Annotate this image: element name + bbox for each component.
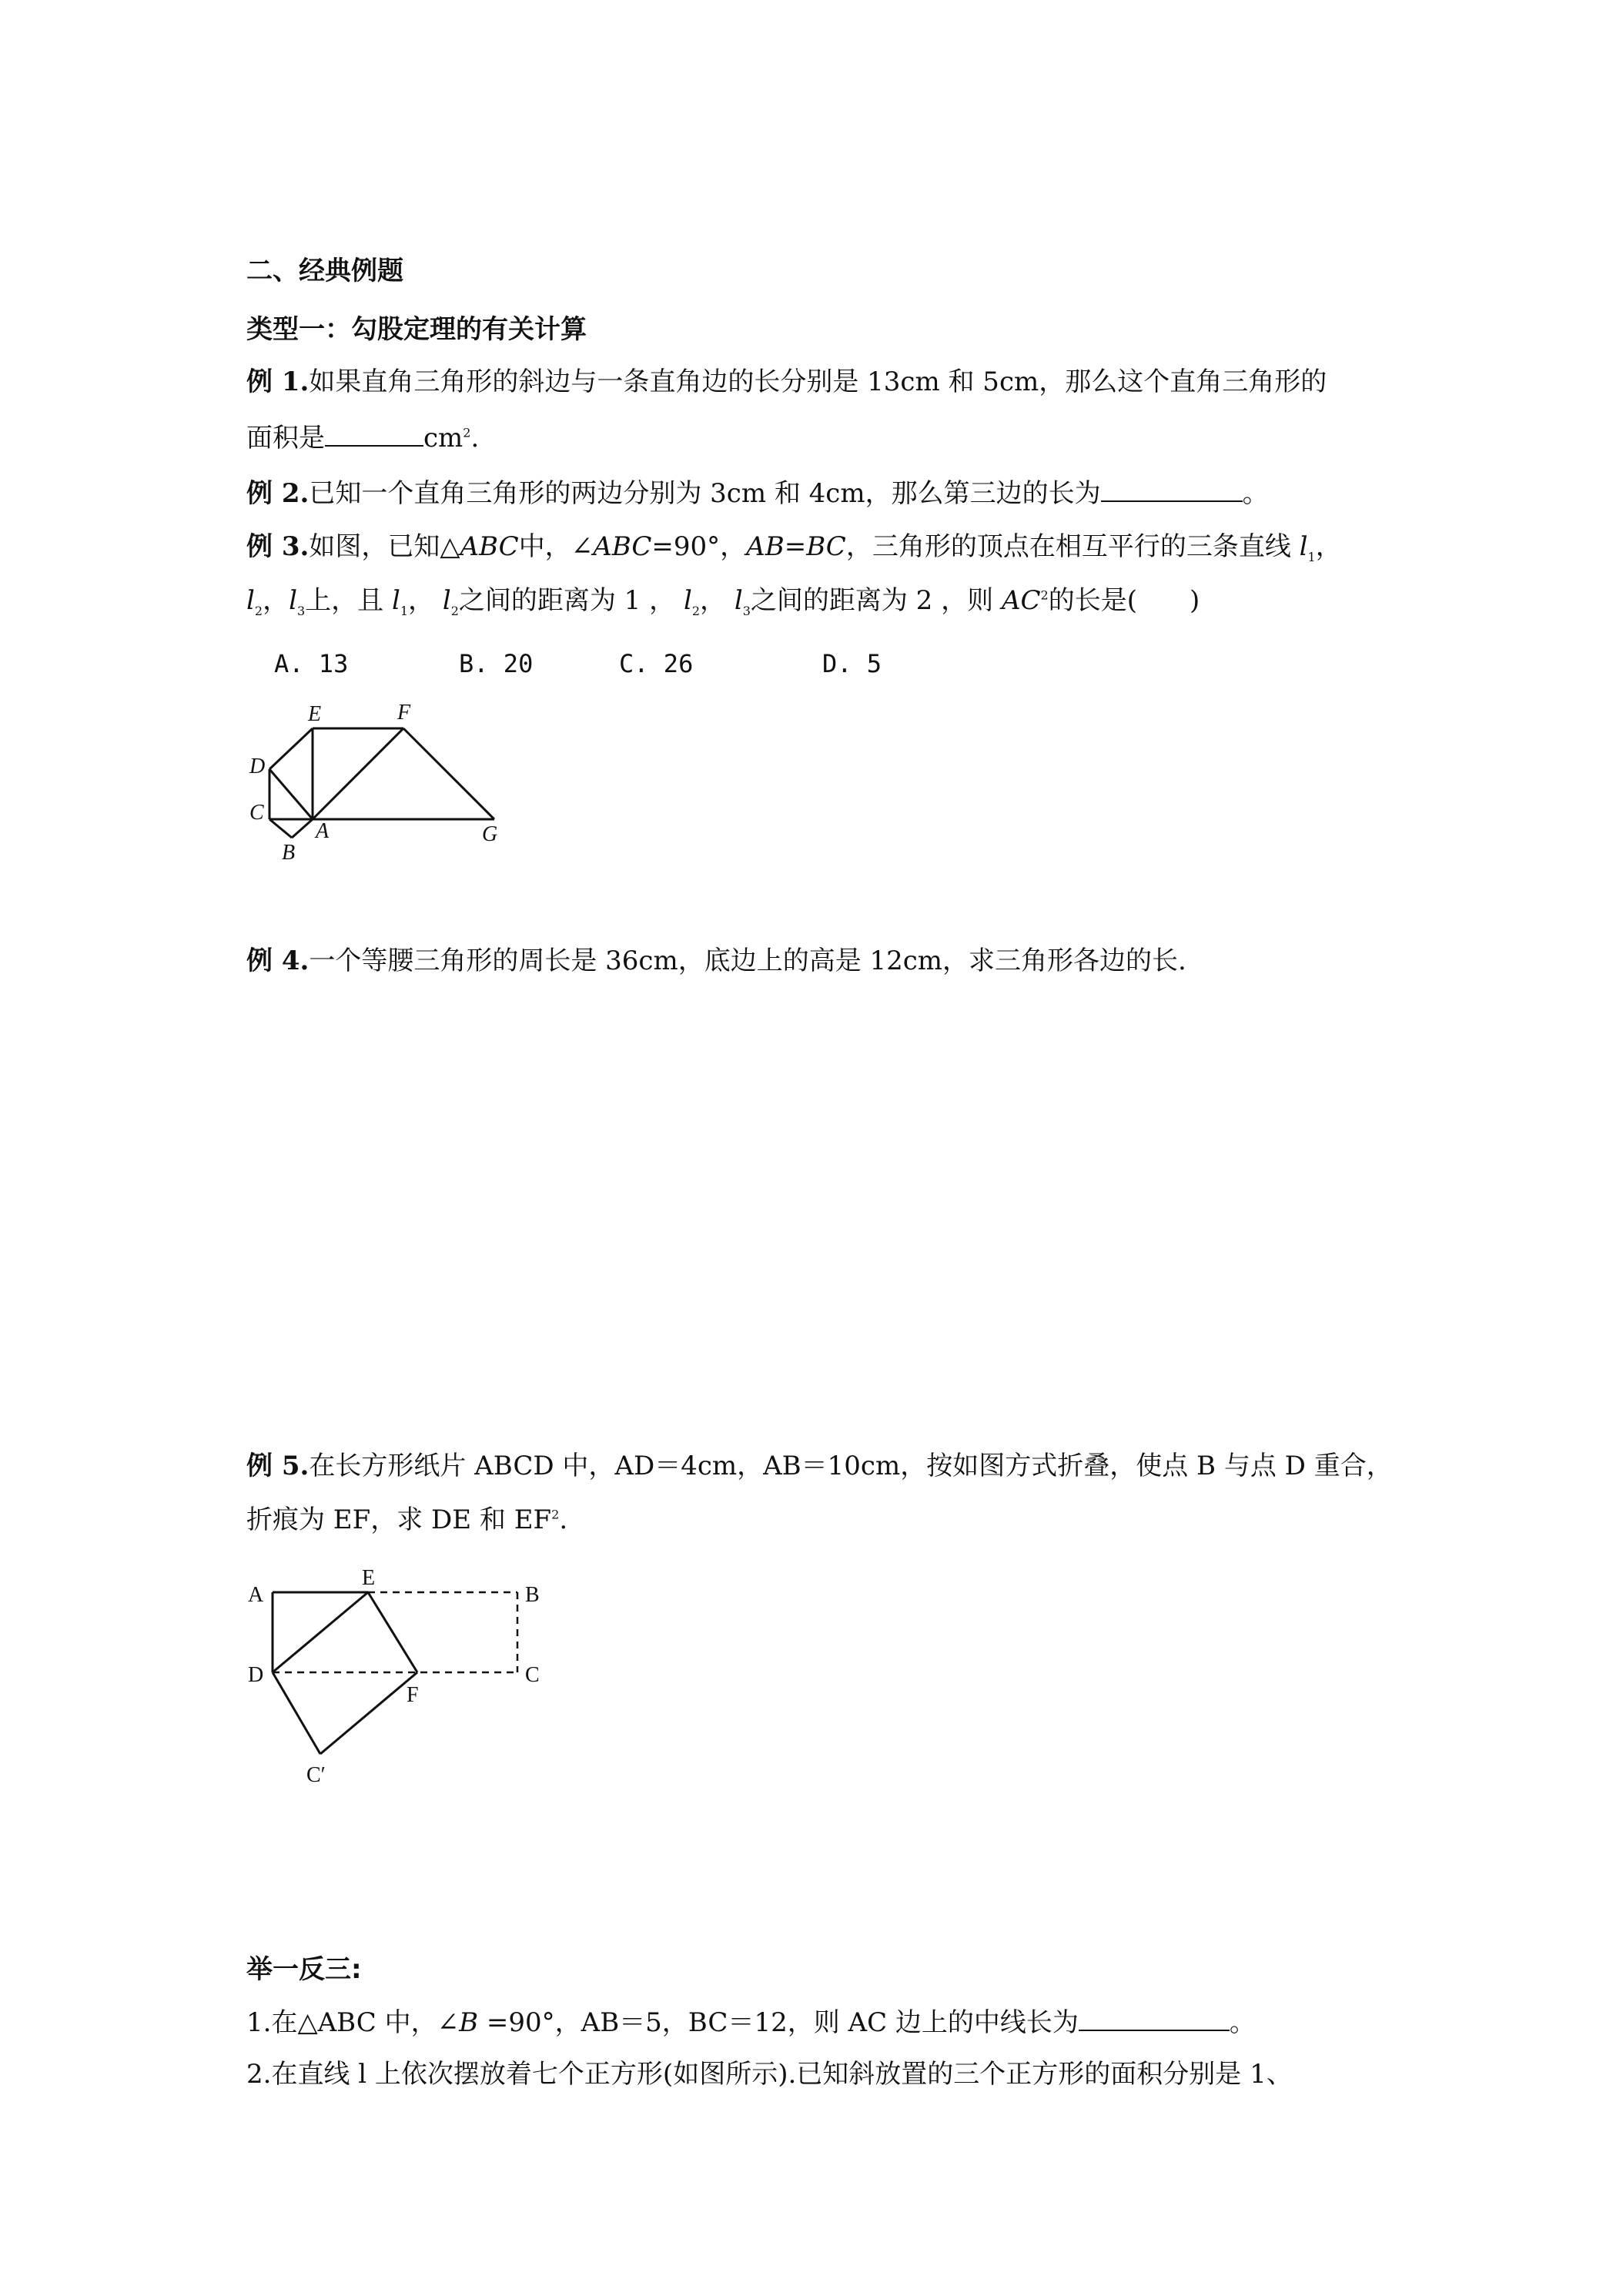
practice-q1-end: 。 [1229, 2007, 1256, 2038]
ex1-end: . [470, 423, 480, 454]
ex3-angle-abc: ABC [593, 531, 652, 562]
fig5-label-f: F [407, 1683, 419, 1707]
ex3-line1 [246, 528, 1342, 565]
fig3-segment-fa [313, 728, 403, 819]
ex3-option-a[interactable]: A. 13 [274, 649, 349, 678]
ex2-text: 已知一个直角三角形的两边分别为 3cm 和 4cm，那么第三边的长为 [309, 478, 1101, 509]
ex5-sup: 2 [551, 1507, 560, 1522]
ex3-l2c: l [683, 585, 692, 616]
ex3-l1b: l [391, 585, 400, 616]
practice-q1-a: 1.在△ABC 中，∠ [246, 2007, 460, 2038]
fig5-label-c: C [525, 1663, 540, 1687]
fig3-label-f: F [397, 701, 411, 725]
ex3-ac-sup: 2 [1040, 587, 1049, 603]
practice-q1-c: =90°，AB＝5，BC＝12，则 AC 边上的中线长为 [478, 2007, 1079, 2038]
fig3-label-d: D [249, 755, 266, 778]
ex3-l3-sub: 3 [296, 603, 306, 618]
practice-q1-b: B [459, 2007, 479, 2038]
ex5-text: 在长方形纸片 ABCD 中，AD＝4cm，AB＝10cm，按如图方式折叠，使点 B 与点 D 重合， [309, 1451, 1393, 1481]
ex3-l2c-sub: 2 [691, 603, 700, 618]
fig3-label-b: B [282, 841, 296, 865]
ex5-label: 例 5. [246, 1451, 310, 1481]
ex3-l1-sub: 1 [1307, 549, 1316, 564]
fig3-label-g: G [482, 822, 498, 846]
fig5-segment-ef [368, 1592, 417, 1672]
fig3-segment-ed [269, 728, 313, 769]
ex3-comma3: ， [408, 585, 434, 616]
fig3-segment-ba [292, 819, 313, 838]
fig5-label-b: B [525, 1583, 540, 1607]
ex3-comma4: ， [700, 585, 726, 616]
ex3-abc: ABC [460, 531, 519, 562]
fig3-segment-cb [269, 819, 292, 838]
ex3-eq: = [784, 531, 807, 562]
practice-title: 举一反三: [246, 1954, 362, 1985]
fig5-segment-c-prime-f [320, 1672, 417, 1754]
ex1-label: 例 1. [246, 366, 310, 397]
ex2-answer-blank[interactable] [1101, 473, 1243, 502]
ex5-line1 [246, 1448, 1393, 1484]
ex2-end: 。 [1242, 478, 1269, 509]
ex1-unit: cm [423, 423, 463, 454]
ex3-t5: 上，且 [305, 585, 384, 616]
practice-q1-answer-blank[interactable] [1079, 2002, 1230, 2031]
practice-q1 [246, 2002, 1256, 2041]
fig3-label-c: C [249, 801, 264, 825]
ex3-t8: 的长是( ) [1048, 585, 1200, 616]
ex2-label: 例 2. [246, 478, 310, 509]
ex3-option-d[interactable]: D. 5 [822, 649, 882, 678]
ex1-answer-blank[interactable] [325, 417, 423, 447]
ex3-l1b-sub: 1 [400, 603, 408, 618]
ex3-l1: l [1299, 531, 1308, 562]
fig5-label-d: D [248, 1663, 264, 1687]
ex3-t2: 中，∠ [518, 531, 594, 562]
ex3-option-c[interactable]: C. 26 [619, 649, 694, 678]
ex3-t4: ，三角形的顶点在相互平行的三条直线 [845, 531, 1291, 562]
ex5-figure [239, 1563, 562, 1794]
ex1-text2: 面积是 [246, 423, 325, 454]
ex3-l3: l [289, 585, 297, 616]
ex1-line1 [246, 363, 1327, 400]
ex1-text: 如果直角三角形的斜边与一条直角边的长分别是 13cm 和 5cm，那么这个直角三角形的 [309, 366, 1327, 397]
fig5-segment-de [273, 1592, 368, 1672]
fig5-label-a: A [248, 1583, 264, 1607]
ex5-text2: 折痕为 EF，求 DE 和 EF [246, 1504, 552, 1535]
ex3-l2: l [246, 585, 255, 616]
ex3-l3b-sub: 3 [742, 603, 751, 618]
ex3-l3b: l [734, 585, 743, 616]
fig5-segment-dc-prime [273, 1672, 320, 1754]
ex1-unit-sup: 2 [463, 425, 471, 440]
ex4-line [246, 942, 1186, 979]
ex3-l2b: l [442, 585, 451, 616]
ex3-comma1: ， [1315, 531, 1342, 562]
practice-q2: 2.在直线 l 上依次摆放着七个正方形(如图所示).已知斜放置的三个正方形的面积分别是 1、 [246, 2059, 1293, 2090]
fig3-label-a: A [316, 819, 330, 843]
ex5-end: . [559, 1504, 568, 1535]
ex3-t7: 之间的距离为 2 ，则 [750, 585, 994, 616]
ex2-line [246, 473, 1269, 512]
ex3-option-b[interactable]: B. 20 [459, 649, 534, 678]
type-title: 类型一：勾股定理的有关计算 [246, 314, 587, 345]
ex3-ab: AB [746, 531, 785, 562]
fig3-segment-fg [403, 728, 494, 819]
section-title: 二、经典例题 [246, 256, 403, 286]
ex3-label: 例 3. [246, 531, 310, 562]
ex1-line2 [246, 417, 479, 457]
ex3-figure [239, 693, 516, 878]
fig3-label-e: E [308, 702, 322, 726]
ex3-t1: 如图，已知△ [309, 531, 460, 562]
ex5-line2 [246, 1501, 567, 1538]
ex3-bc: BC [806, 531, 846, 562]
ex4-text: 一个等腰三角形的周长是 36cm，底边上的高是 12cm，求三角形各边的长. [309, 946, 1186, 976]
fig5-label-c-prime: C′ [306, 1763, 326, 1787]
ex3-ac: AC [1001, 585, 1041, 616]
ex3-line2 [246, 582, 1200, 619]
ex3-t6: 之间的距离为 1 ， [458, 585, 676, 616]
fig3-segment-da [269, 769, 313, 819]
ex4-label: 例 4. [246, 946, 310, 976]
fig5-label-e: E [362, 1566, 376, 1590]
ex3-l2-sub: 2 [254, 603, 263, 618]
ex3-t3: =90°， [651, 531, 747, 562]
ex3-comma2: ， [263, 585, 289, 616]
ex3-l2b-sub: 2 [450, 603, 459, 618]
